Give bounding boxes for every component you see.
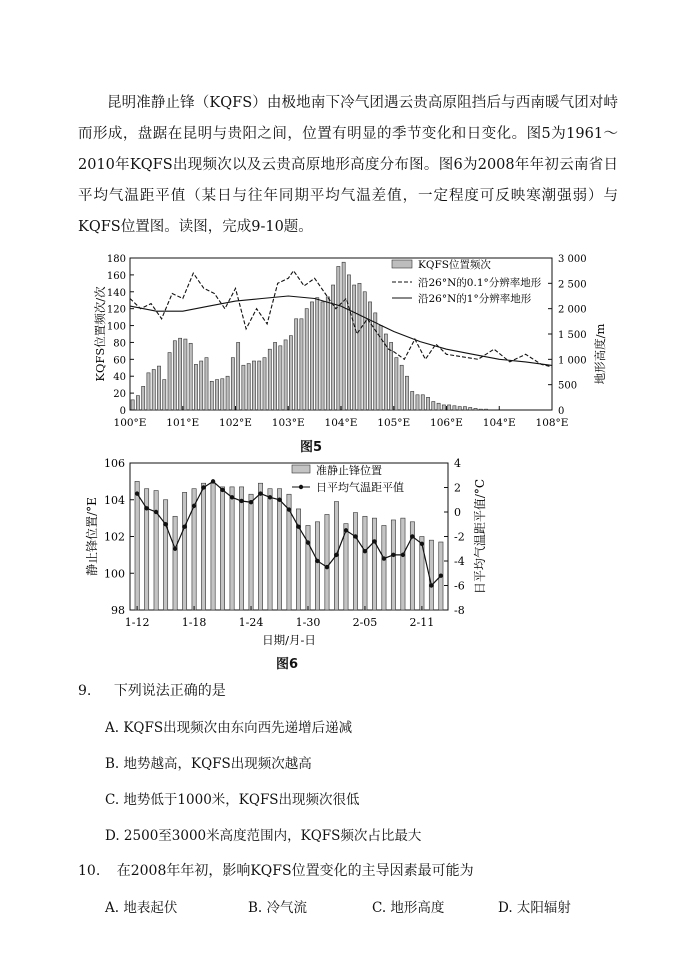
left-tick-label: 100 [106,321,126,333]
kqfs-frequency-bar [432,402,435,410]
left-tick-label: 106 [104,457,125,470]
front-position-bar [420,537,424,611]
kqfs-frequency-bar [168,353,171,410]
front-position-bar [239,487,243,610]
x-tick-label: 104°E [324,417,358,429]
front-position-bar [249,494,253,610]
y-axis-left-label: KQFS位置频次/次 [93,286,107,382]
left-tick-label: 60 [113,355,126,367]
left-tick-label: 40 [113,372,126,384]
kqfs-frequency-bar [321,302,324,410]
question-9 [78,680,226,700]
kqfs-frequency-bar [342,262,345,410]
question-10-option-d: D. 太阳辐射 [498,900,571,916]
temp-anomaly-point [154,510,158,514]
front-position-bar [363,516,367,610]
question-9-option-a: A. KQFS出现频次由东向西先递增后递减 [105,720,353,736]
kqfs-frequency-bar [147,373,150,410]
front-position-bar [391,520,395,610]
kqfs-frequency-bar [273,342,276,410]
kqfs-frequency-bar [363,292,366,410]
kqfs-frequency-bar [426,397,429,410]
front-position-bar [173,516,177,610]
legend-dashed-label: 沿26°N的0.1°分辨率地形 [418,277,542,289]
right-tick-label: 2 000 [558,304,587,316]
temp-anomaly-point [220,488,224,492]
kqfs-frequency-bar [310,302,313,410]
kqfs-frequency-bar [231,358,234,410]
y-axis-left-label: 静止锋位置/°E [85,497,99,576]
x-tick-label: 104°E [482,417,516,429]
left-tick-label: 104 [104,493,125,507]
right-tick-label: 2 [454,481,461,495]
right-tick-label: 2 500 [558,279,587,291]
temp-anomaly-point [429,583,433,587]
kqfs-frequency-bar [205,358,208,410]
x-tick-label: 102°E [219,417,252,429]
kqfs-frequency-bar [184,339,187,410]
x-tick-label: 103°E [271,417,305,429]
left-tick-label: 102 [104,530,125,544]
front-position-bar [154,491,158,610]
question-9-number: 9. [78,683,92,699]
temp-anomaly-point [306,540,310,544]
kqfs-frequency-bar [221,379,224,410]
kqfs-frequency-bar [237,342,240,410]
temp-anomaly-point [401,553,405,557]
kqfs-frequency-bar [200,361,203,410]
legend-bar-swatch [392,260,412,268]
kqfs-frequency-bar [210,381,213,410]
left-tick-label: 160 [106,270,126,282]
temp-anomaly-point [182,525,186,529]
question-9-option-d: D. 2500至3000米高度范围内，KQFS频次占比最大 [105,828,422,844]
temp-anomaly-point [344,528,348,532]
x-tick-label: 100°E [113,417,147,429]
kqfs-frequency-bar [263,358,266,410]
kqfs-frequency-bar [163,380,166,410]
kqfs-frequency-bar [358,283,361,410]
x-tick-label: 108°E [535,417,569,429]
figure6-caption: 图6 [276,657,299,672]
x-axis-label: 日期/月-日 [262,633,316,647]
legend-bar-swatch [292,465,310,473]
question-9-stem: 下列说法正确的是 [113,683,226,699]
right-tick-label: 1 500 [558,330,587,341]
question-10-option-b: B. 冷气流 [248,900,308,916]
kqfs-frequency-bar [463,407,466,410]
kqfs-frequency-bar [337,266,340,410]
y-axis-right-label: 地形高度/m [593,323,607,385]
legend-line-label: 日平均气温距平值 [316,481,404,494]
temp-anomaly-point [363,549,367,553]
left-tick-label: 120 [106,304,126,316]
question-10-option-a: A. 地表起伏 [105,900,178,916]
x-tick-label: 2-05 [352,616,378,629]
intro-text: 昆明准静止锋（KQFS）由极地南下冷气团遇云贵高原阻挡后与西南暖气团对峙而形成，盘踞在昆明与贵阳之间，位置有明显的季节变化和日变化。图5为1961～2010年KQFS出现频次以及云贵高原地形高度分布图。图6为2008年年初云南省日平均气温距平值（某日与往年同期平均气温差值，一定程度可反映寒潮强弱）与KQFS位置图。读图，完成9-10题。 [78,95,618,235]
kqfs-frequency-bar [295,319,298,410]
front-position-bar [429,540,433,610]
legend-bar-label: 准静止锋位置 [316,464,382,477]
figure5-chart [0,248,688,448]
front-position-bar [372,518,376,610]
x-tick-label: 101°E [166,417,200,429]
kqfs-frequency-bar [157,366,160,410]
front-position-bar [344,524,348,610]
temp-anomaly-point [334,553,338,557]
front-position-bar [211,483,215,610]
kqfs-frequency-bar [421,395,424,410]
kqfs-frequency-bar [390,342,393,410]
y-axis-right-label: 日平均气温距平值/°C [473,478,487,595]
kqfs-frequency-bar [300,319,303,410]
temp-anomaly-point [268,495,272,499]
kqfs-frequency-bar [247,364,250,410]
kqfs-frequency-bar [484,409,487,410]
kqfs-frequency-bar [289,336,292,410]
x-tick-label: 1-30 [295,616,321,629]
front-position-bar [268,489,272,610]
front-position-bar [163,500,167,610]
question-9-option-b: B. 地势越高，KQFS出现频次越高 [105,756,312,772]
kqfs-frequency-bar [474,408,477,410]
kqfs-frequency-bar [405,376,408,410]
right-tick-label: 500 [558,380,578,392]
right-tick-label: 0 [454,506,461,519]
kqfs-frequency-bar [442,405,445,410]
left-tick-label: 0 [119,406,126,417]
temp-anomaly-point [315,559,319,563]
front-position-bar [182,492,186,610]
temp-anomaly-point [249,500,253,504]
kqfs-frequency-bar [279,346,282,410]
kqfs-frequency-bar [469,407,472,410]
front-position-bar [315,522,319,610]
kqfs-frequency-bar [395,358,398,410]
kqfs-frequency-bar [179,338,182,410]
front-position-bar [306,525,310,610]
temp-anomaly-point [382,556,386,560]
temp-anomaly-point [277,498,281,502]
left-tick-label: 80 [113,338,126,350]
kqfs-frequency-bar [400,365,403,410]
temp-anomaly-point [230,495,234,499]
question-10-option-c: C. 地形高度 [372,900,445,916]
kqfs-frequency-bar [326,297,329,410]
temp-anomaly-point [410,534,414,538]
front-position-bar [401,518,405,610]
kqfs-frequency-bar [416,395,419,410]
kqfs-frequency-bar [411,391,414,410]
front-position-bar [230,487,234,610]
intro-paragraph [78,88,618,243]
right-tick-label: 0 [558,406,565,417]
temp-anomaly-point [296,525,300,529]
front-position-bar [353,513,357,610]
kqfs-frequency-bar [458,407,461,410]
right-tick-label: -6 [454,579,465,593]
left-tick-label: 140 [106,287,126,299]
kqfs-frequency-bar [453,406,456,410]
kqfs-frequency-bar [305,309,308,410]
kqfs-frequency-bar [353,285,356,410]
temp-anomaly-point [287,507,291,511]
terrain-1deg-line [130,296,552,365]
temp-anomaly-point [192,504,196,508]
temp-anomaly-point [372,539,376,543]
kqfs-frequency-bar [173,341,176,410]
right-tick-label: 4 [454,457,461,470]
temp-anomaly-point [201,485,205,489]
temp-anomaly-point [420,542,424,546]
temp-anomaly-point [135,491,139,495]
kqfs-frequency-bar [258,361,261,410]
right-tick-label: 3 000 [558,254,587,265]
kqfs-frequency-bar [479,409,482,410]
legend-line-marker [299,485,303,489]
front-position-bar [277,489,281,610]
kqfs-frequency-bar [142,386,145,410]
figure5-caption: 图5 [300,440,323,455]
temp-anomaly-point [391,553,395,557]
front-position-bar [201,483,205,610]
legend-bar-label: KQFS位置频次 [418,259,491,271]
kqfs-frequency-bar [152,369,155,410]
kqfs-frequency-bar [268,349,271,410]
temp-anomaly-point [258,491,262,495]
kqfs-frequency-bar [347,275,350,410]
kqfs-frequency-bar [379,326,382,410]
temp-anomaly-point [439,574,443,578]
left-tick-label: 98 [111,604,125,617]
kqfs-frequency-bar [242,365,245,410]
temp-anomaly-point [163,522,167,526]
figure6-chart [0,454,688,654]
x-tick-label: 2-11 [409,616,435,629]
kqfs-frequency-bar [368,302,371,410]
temp-anomaly-point [239,499,243,503]
kqfs-frequency-bar [226,376,229,410]
question-9-option-c: C. 地势低于1000米，KQFS出现频次很低 [105,792,360,808]
left-tick-label: 100 [104,567,125,581]
temp-anomaly-point [211,479,215,483]
right-tick-label: -8 [454,604,465,617]
left-tick-label: 180 [106,254,126,265]
legend-solid-label: 沿26°N的1°分辨率地形 [418,293,532,305]
x-tick-label: 105°E [377,417,411,429]
front-position-bar [135,481,139,610]
kqfs-frequency-bar [448,405,451,410]
temp-anomaly-point [144,506,148,510]
kqfs-frequency-bar [136,396,139,410]
right-tick-label: -2 [454,530,465,544]
kqfs-frequency-bar [284,340,287,410]
temp-anomaly-point [325,565,329,569]
kqfs-frequency-bar [374,313,377,410]
kqfs-frequency-bar [194,364,197,410]
x-tick-label: 1-24 [238,616,264,629]
kqfs-frequency-bar [189,343,192,410]
kqfs-frequency-bar [131,400,134,410]
right-tick-label: -4 [454,555,465,568]
temp-anomaly-point [173,547,177,551]
question-10 [78,860,474,880]
front-position-bar [382,525,386,610]
front-position-bar [325,514,329,610]
kqfs-frequency-bar [316,298,319,410]
right-tick-label: 1 000 [558,355,587,367]
front-position-bar [258,483,262,610]
question-10-number: 10. [78,863,101,879]
x-tick-label: 1-12 [124,616,150,629]
temp-anomaly-point [353,534,357,538]
question-10-stem: 在2008年年初，影响KQFS位置变化的主导因素最可能为 [116,863,474,879]
x-tick-label: 1-18 [181,616,207,629]
kqfs-frequency-bar [437,403,440,410]
front-position-bar [220,487,224,610]
x-tick-label: 106°E [430,417,463,429]
left-tick-label: 20 [113,389,126,401]
kqfs-frequency-bar [252,361,255,410]
kqfs-frequency-bar [215,380,218,410]
